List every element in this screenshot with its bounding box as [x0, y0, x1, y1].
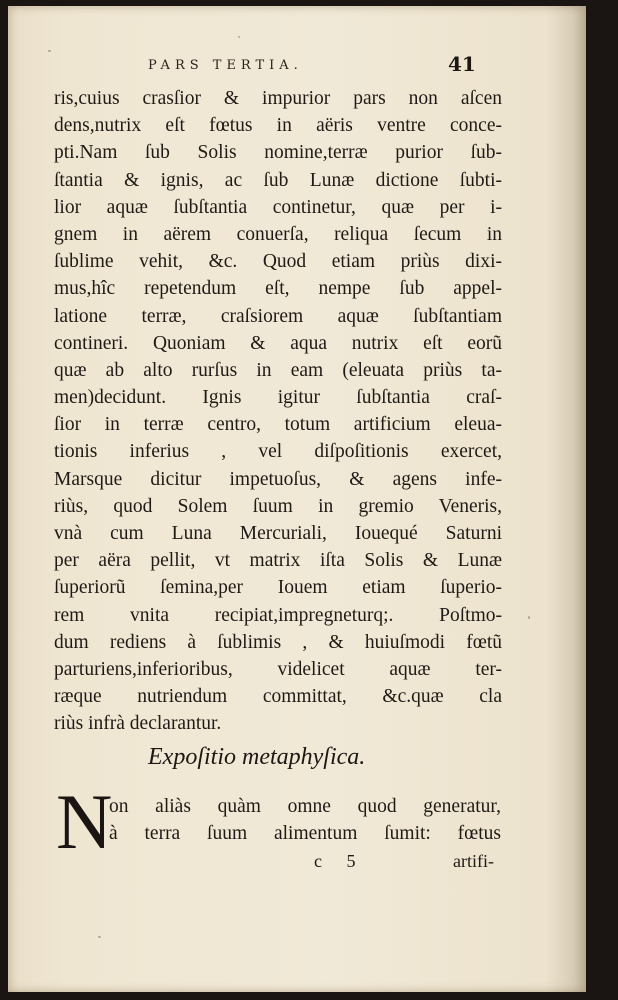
spine-shadow: [546, 6, 586, 992]
section-heading: Expoſitio metaphyſica.: [148, 744, 366, 770]
second-paragraph: [109, 793, 501, 847]
paper-speck: [98, 936, 101, 938]
text-line: ræque nutriendum committat, &c.quæ cla: [54, 686, 502, 708]
text-line: parturiens,inferioribus, videlicet aquæ ter-: [54, 658, 502, 680]
text-line: per aëra pellit, vt matrix iſta Solis & Lunæ: [54, 550, 502, 572]
text-line: men)decidunt. Ignis igitur ſubſtantia craſ-: [54, 387, 502, 409]
text-line: tionis inferius , vel diſpoſitionis exercet,: [54, 441, 502, 463]
text-line: ſublime vehit, &c. Quod etiam priùs dixi-: [54, 251, 502, 273]
text-line: rem vnita recipiat,impregneturq;. Poſtmo-: [54, 604, 502, 626]
running-head: PARS TERTIA.: [148, 58, 303, 73]
text-line: ris,cuius crasſior & impurior pars non aſcen: [54, 88, 502, 109]
drop-cap: N: [56, 778, 113, 865]
text-line: on aliàs quàm omne quod generatur,: [109, 796, 501, 817]
main-paragraph: [54, 85, 502, 738]
text-line: quæ ab alto rurſus in eam (eleuata priùs ta-: [54, 359, 502, 381]
text-line: contineri. Quoniam & aqua nutrix eſt eorũ: [54, 332, 502, 354]
text-line: mus,hîc repetendum eſt, nempe ſub appel-: [54, 278, 502, 300]
text-line: à terra ſuum alimentum ſumit: fœtus: [109, 823, 501, 845]
text-line: ſuperiorũ ſemina,per Iouem etiam ſuperio-: [54, 577, 502, 599]
text-line: ſtantia & ignis, ac ſub Lunæ dictione ſubti-: [54, 169, 502, 191]
text-line: lior aquæ ſubſtantia continetur, quæ per i-: [54, 196, 502, 218]
text-line: gnem in aërem conuerſa, reliqua ſecum in: [54, 223, 502, 245]
paper-speck: [238, 36, 240, 38]
text-line: dum rediens à ſublimis , & huiuſmodi fœtũ: [54, 631, 502, 653]
book-page: [8, 6, 586, 992]
text-line: riùs infrà declarantur.: [54, 713, 222, 735]
text-line: vnà cum Luna Mercuriali, Iouequé Saturni: [54, 523, 502, 544]
page-number: 41: [448, 52, 476, 76]
text-line: latione terræ, craſsiorem aquæ ſubſtantiam: [54, 305, 502, 327]
text-line: riùs, quod Solem ſuum in gremio Veneris,: [54, 495, 502, 517]
text-line: pti.Nam ſub Solis nomine,terræ purior ſub-: [54, 142, 502, 164]
signature-mark: c 5: [314, 851, 366, 871]
page-footer: [54, 851, 502, 879]
text-line: ſior in terræ centro, totum artificium eleua-: [54, 414, 502, 436]
catchword: artifi-: [453, 851, 494, 871]
text-line: dens,nutrix eſt fœtus in aëris ventre conce-: [54, 115, 502, 137]
paper-speck: [48, 50, 51, 52]
text-line: Marsque dicitur impetuoſus, & agens infe-: [54, 468, 502, 490]
paper-speck: [528, 616, 530, 619]
